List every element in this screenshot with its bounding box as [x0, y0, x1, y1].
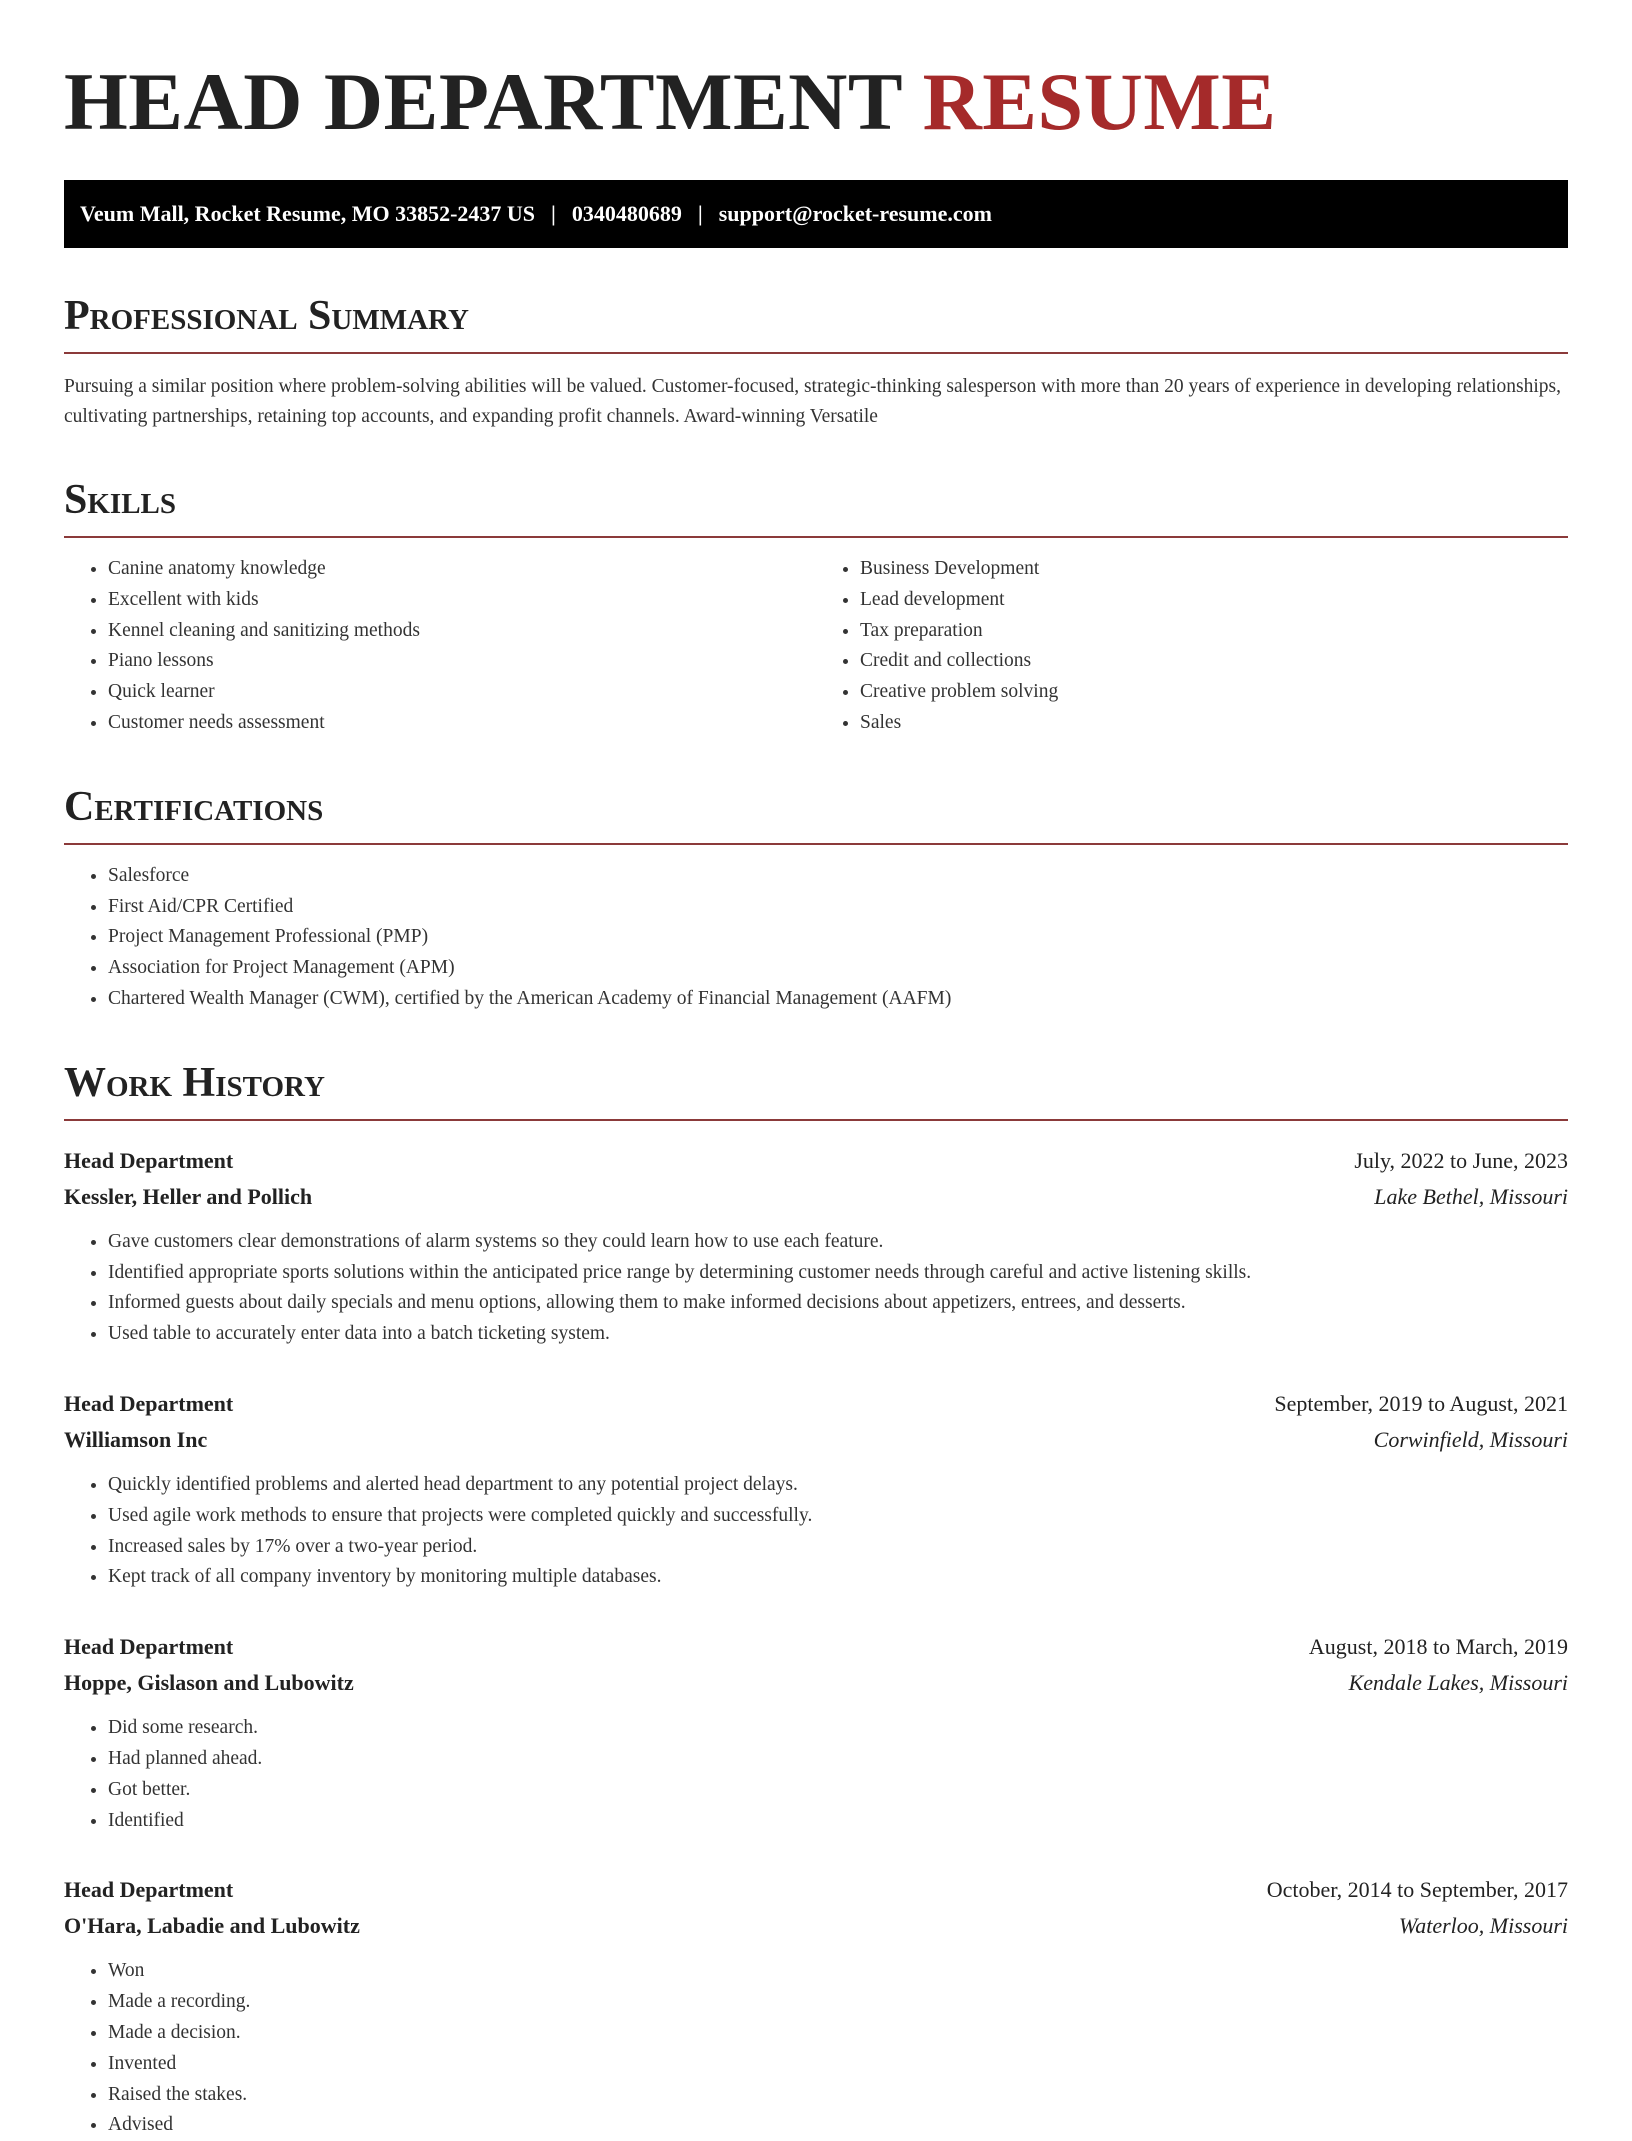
contact-bar: [64, 180, 1568, 248]
job-entry: [64, 1872, 1568, 2141]
skills-section: [64, 476, 1568, 739]
job-bullet: • Made a decision.: [108, 2018, 1568, 2049]
skills-list-right: [816, 554, 1568, 739]
job-company: Williamson Inc: [64, 1426, 208, 1452]
job-location: Waterloo, Missouri: [1398, 1913, 1568, 1939]
job-bullet: • Informed guests about daily specials and menu options, allowing them to make informed decisions about appetizers, entrees, and desserts.: [108, 1288, 1568, 1319]
job-bullet: • Won: [108, 1956, 1568, 1987]
title-main: HEAD DEPARTMENT: [64, 56, 902, 147]
job-bullet: • Advised: [108, 2110, 1568, 2141]
job-bullet: • Did some research.: [108, 1713, 1568, 1744]
job-location: Kendale Lakes, Missouri: [1348, 1670, 1568, 1696]
job-dates: August, 2018 to March, 2019: [1308, 1634, 1568, 1660]
job-dates: September, 2019 to August, 2021: [1274, 1390, 1568, 1416]
skills-grid: [64, 538, 1568, 739]
job-bullet: • Increased sales by 17% over a two-year period.: [108, 1532, 1568, 1563]
job-bullets: [64, 1956, 1568, 2141]
job-bullets: [64, 1713, 1568, 1836]
skills-list-left: [64, 554, 816, 739]
certifications-section: [64, 783, 1568, 1015]
skill-item: • Canine anatomy knowledge: [108, 554, 816, 585]
job-bullet: • Invented: [108, 2049, 1568, 2080]
skill-item: • Kennel cleaning and sanitizing methods: [108, 616, 816, 647]
job-bullet: • Made a recording.: [108, 1987, 1568, 2018]
job-location: Lake Bethel, Missouri: [1374, 1183, 1568, 1209]
skill-item: • Customer needs assessment: [108, 708, 816, 739]
work-history-heading: Work History: [64, 1059, 1568, 1121]
certification-item: • Salesforce: [108, 861, 1568, 892]
contact-separator: |: [697, 201, 703, 226]
job-bullet: • Identified: [108, 1806, 1568, 1837]
summary-section: [64, 292, 1568, 432]
job-bullet: • Identified appropriate sports solutions within the anticipated price range by determining customer needs through careful and active listening skills.: [108, 1258, 1568, 1289]
job-bullets: [64, 1470, 1568, 1593]
job-entry: [64, 1386, 1568, 1593]
job-dates: October, 2014 to September, 2017: [1266, 1877, 1568, 1903]
certifications-heading: Certifications: [64, 783, 1568, 845]
contact-phone: 0340480689: [571, 201, 682, 226]
certifications-list: [64, 861, 1568, 1015]
skill-item: • Credit and collections: [860, 646, 1568, 677]
resume-title: [64, 56, 1568, 148]
job-bullet: • Used agile work methods to ensure that projects were completed quickly and successfully.: [108, 1501, 1568, 1532]
skill-item: • Sales: [860, 708, 1568, 739]
contact-separator: |: [551, 201, 556, 226]
job-company-row: [64, 1179, 1568, 1215]
job-bullet: • Raised the stakes.: [108, 2080, 1568, 2111]
job-header-row: [64, 1872, 1568, 1908]
job-bullet: • Kept track of all company inventory by monitoring multiple databases.: [108, 1562, 1568, 1593]
job-bullet: • Used table to accurately enter data into a batch ticketing system.: [108, 1319, 1568, 1350]
job-company-row: [64, 1665, 1568, 1701]
summary-text: Pursuing a similar position where problem-solving abilities will be valued. Customer-focused, strategic-thinking salesperson with more than 20 years of experience in developing relationships, cultivating partnerships, retaining top accounts, and expanding profit channels. Award-winning Versatile: [64, 376, 1561, 427]
skill-item: • Lead development: [860, 585, 1568, 616]
job-company: Kessler, Heller and Pollich: [64, 1183, 313, 1209]
title-accent: RESUME: [922, 56, 1277, 147]
skill-item: • Piano lessons: [108, 646, 816, 677]
contact-address: Veum Mall, Rocket Resume, MO 33852-2437 US: [80, 201, 536, 226]
skill-item: • Quick learner: [108, 677, 816, 708]
job-title: Head Department: [64, 1390, 234, 1416]
job-title: Head Department: [64, 1147, 234, 1173]
job-title: Head Department: [64, 1877, 234, 1903]
certification-item: • First Aid/CPR Certified: [108, 892, 1568, 923]
job-company: O'Hara, Labadie and Lubowitz: [64, 1913, 360, 1939]
job-entry: [64, 1143, 1568, 1350]
job-bullet: • Had planned ahead.: [108, 1744, 1568, 1775]
skill-item: • Excellent with kids: [108, 585, 816, 616]
contact-email: support@rocket-resume.com: [718, 201, 992, 226]
job-bullet: • Quickly identified problems and alerted head department to any potential project delays.: [108, 1470, 1568, 1501]
job-company: Hoppe, Gislason and Lubowitz: [64, 1670, 354, 1696]
skill-item: • Creative problem solving: [860, 677, 1568, 708]
job-location: Corwinfield, Missouri: [1373, 1426, 1568, 1452]
job-dates: July, 2022 to June, 2023: [1354, 1147, 1568, 1173]
work-history-section: [64, 1059, 1568, 2141]
job-header-row: [64, 1386, 1568, 1422]
job-header-row: [64, 1143, 1568, 1179]
job-title: Head Department: [64, 1634, 234, 1660]
job-header-row: [64, 1629, 1568, 1665]
job-company-row: [64, 1422, 1568, 1458]
skill-item: • Tax preparation: [860, 616, 1568, 647]
certification-item: • Chartered Wealth Manager (CWM), certified by the American Academy of Financial Management (AAFM): [108, 984, 1568, 1015]
job-bullet: • Gave customers clear demonstrations of alarm systems so they could learn how to use each feature.: [108, 1227, 1568, 1258]
certification-item: • Project Management Professional (PMP): [108, 922, 1568, 953]
skills-heading: Skills: [64, 476, 1568, 538]
job-bullets: [64, 1227, 1568, 1350]
skill-item: • Business Development: [860, 554, 1568, 585]
summary-heading: Professional Summary: [64, 292, 1568, 354]
job-entry: [64, 1629, 1568, 1836]
certification-item: • Association for Project Management (APM): [108, 953, 1568, 984]
job-company-row: [64, 1908, 1568, 1944]
job-bullet: • Got better.: [108, 1775, 1568, 1806]
